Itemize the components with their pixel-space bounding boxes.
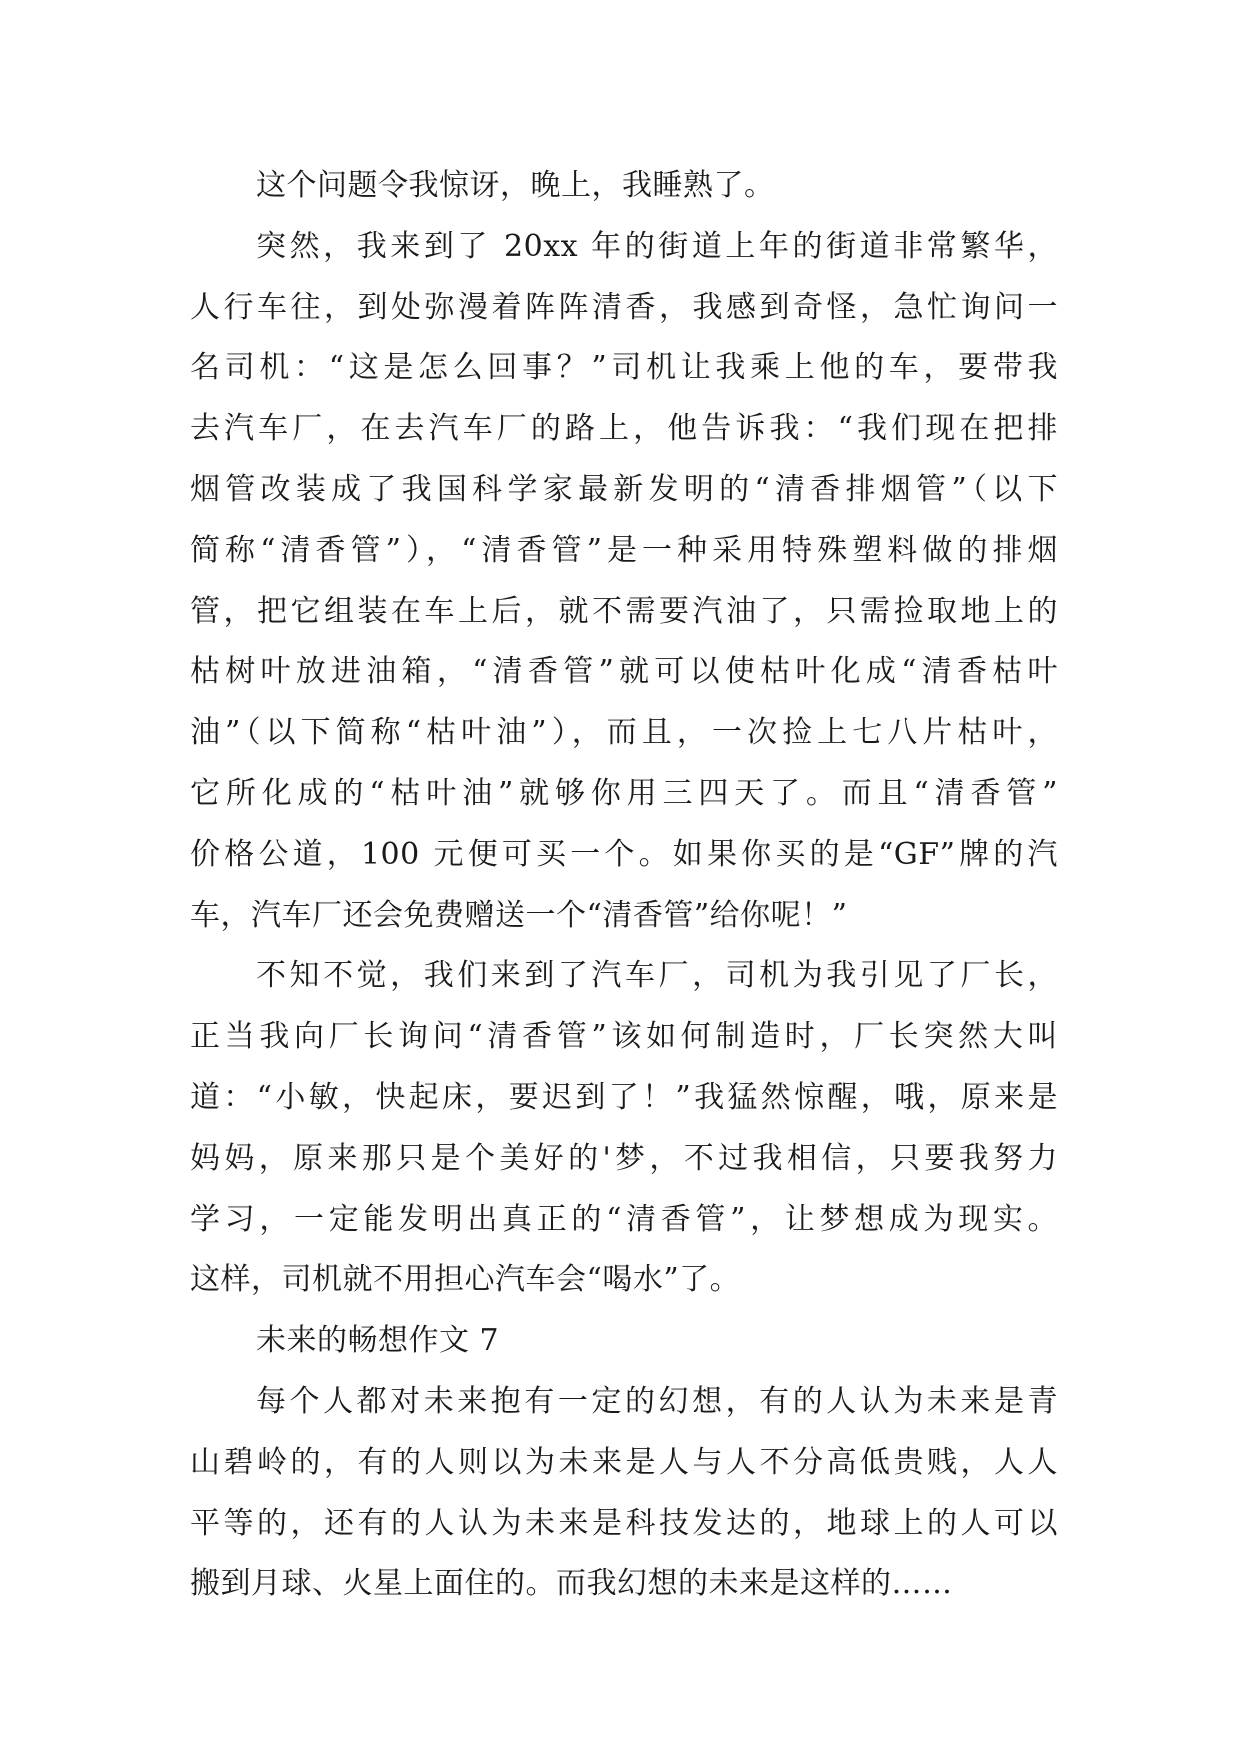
text-line: 突然，我来到了 20xx 年的街道上年的街道非常繁华， (256, 228, 1058, 264)
text-line: 简称“清香管”），“清香管”是一种采用特殊塑料做的排烟 (190, 532, 1058, 568)
text-line: 平等的，还有的人认为未来是科技发达的，地球上的人可以 (190, 1505, 1058, 1541)
text-line: 它所化成的“枯叶油”就够你用三四天了。而且“清香管” (190, 775, 1058, 811)
text-line: 学习，一定能发明出真正的“清香管”，让梦想成为现实。 (190, 1201, 1058, 1237)
text-line: 枯树叶放进油箱，“清香管”就可以使枯叶化成“清香枯叶 (190, 654, 1058, 690)
text-line: 管，把它组装在车上后，就不需要汽油了，只需捡取地上的 (190, 593, 1058, 629)
paragraph (190, 1372, 1058, 1615)
text-line: 车，汽车厂还会免费赠送一个“清香管”给你呢！” (190, 897, 848, 933)
text-line: 这样，司机就不用担心汽车会“喝水”了。 (190, 1262, 741, 1298)
text-line: 道：“小敏，快起床，要迟到了！”我猛然惊醒，哦，原来是 (190, 1079, 1058, 1115)
text-line: 搬到月球、火星上面住的。而我幻想的未来是这样的…… (190, 1566, 953, 1602)
paragraph (190, 217, 1058, 947)
document-page (190, 156, 1058, 1615)
text-line: 不知不觉，我们来到了汽车厂，司机为我引见了厂长， (256, 958, 1058, 994)
text-line: 这个问题令我惊讶，晚上，我睡熟了。 (256, 168, 775, 203)
text-line: 正当我向厂长询问“清香管”该如何制造时，厂长突然大叫 (190, 1019, 1058, 1055)
text-line: 价格公道，100 元便可买一个。如果你买的是“GF”牌的汽 (190, 836, 1058, 872)
text-line: 人行车往，到处弥漫着阵阵清香，我感到奇怪，急忙询问一 (190, 289, 1058, 325)
text-line: 妈妈，原来那只是个美好的'梦，不过我相信，只要我努力 (190, 1140, 1058, 1176)
text-line: 山碧岭的，有的人则以为未来是人与人不分高低贵贱，人人 (190, 1444, 1058, 1480)
text-line: 油”（以下简称“枯叶油”），而且，一次捡上七八片枯叶， (190, 715, 1058, 751)
text-line: 去汽车厂，在去汽车厂的路上，他告诉我：“我们现在把排 (190, 411, 1058, 447)
section-heading: 未来的畅想作文 7 (256, 1323, 500, 1359)
paragraph (190, 156, 1058, 217)
text-line: 名司机：“这是怎么回事？”司机让我乘上他的车，要带我 (190, 350, 1058, 386)
text-line: 每个人都对未来抱有一定的幻想，有的人认为未来是青 (256, 1383, 1058, 1419)
paragraph (190, 946, 1058, 1311)
text-line: 烟管改装成了我国科学家最新发明的“清香排烟管”（以下 (190, 471, 1058, 507)
